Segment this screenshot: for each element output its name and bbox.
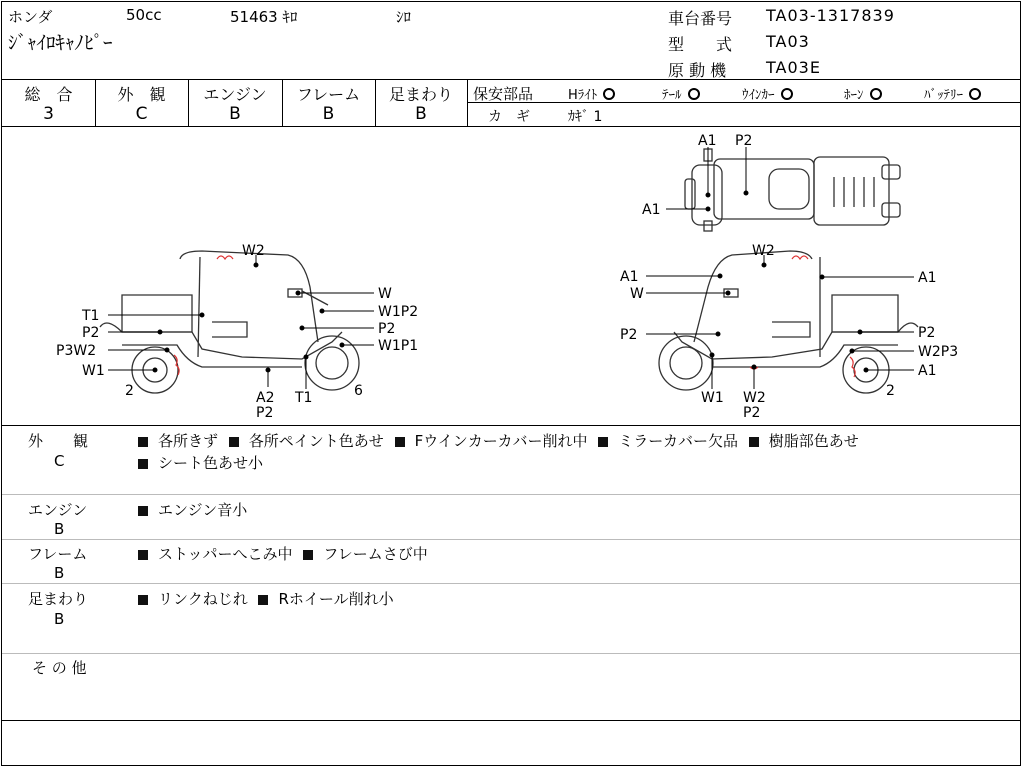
svg-text:W2: W2 bbox=[743, 390, 766, 406]
svg-text:P2: P2 bbox=[378, 321, 396, 337]
svg-text:T1: T1 bbox=[295, 390, 313, 406]
grade-overall-value: 3 bbox=[43, 104, 54, 124]
remark-frame-grade: B bbox=[54, 564, 65, 582]
svg-text:W2: W2 bbox=[752, 243, 775, 259]
grade-suspension-label: 足まわり bbox=[388, 85, 453, 104]
safety-headlight: Hﾗｲﾄ bbox=[568, 84, 615, 103]
label-top-a1: A1 bbox=[698, 133, 717, 149]
key-value: ｶｷﾞ 1 bbox=[568, 109, 603, 125]
ok-circle-icon bbox=[603, 88, 615, 100]
svg-text:A1: A1 bbox=[620, 269, 639, 285]
type-value: TA03 bbox=[766, 32, 810, 51]
inspection-sheet bbox=[1, 1, 1021, 766]
grade-overall-label: 総 合 bbox=[24, 85, 73, 104]
remark-engine-label: エンジン bbox=[28, 501, 88, 519]
svg-text:W1: W1 bbox=[701, 390, 724, 406]
svg-text:6: 6 bbox=[354, 383, 363, 399]
divider bbox=[2, 79, 1020, 80]
remark-suspension-grade: B bbox=[54, 610, 65, 628]
svg-text:P2: P2 bbox=[918, 325, 936, 341]
remark-exterior-label: 外 観 bbox=[28, 432, 89, 450]
grade-frame-label: フレーム bbox=[296, 85, 361, 104]
grade-engine-value: B bbox=[229, 104, 241, 124]
svg-text:P3W2: P3W2 bbox=[56, 343, 97, 359]
safety-parts-label: 保安部品 bbox=[473, 85, 534, 103]
ok-circle-icon bbox=[969, 88, 981, 100]
top-view-vehicle bbox=[685, 149, 900, 231]
safety-battery: ﾊﾞｯﾃﾘｰ bbox=[924, 84, 981, 103]
label-top-a1b: A1 bbox=[642, 202, 661, 218]
frame-number-value: TA03-1317839 bbox=[766, 6, 895, 25]
svg-text:A1: A1 bbox=[918, 270, 937, 286]
svg-text:W1P2: W1P2 bbox=[378, 304, 419, 320]
svg-text:W1P1: W1P1 bbox=[378, 338, 419, 354]
engine-value: TA03E bbox=[766, 58, 821, 77]
grade-exterior-label: 外 観 bbox=[117, 85, 166, 104]
remark-other-label: そ の 他 bbox=[32, 659, 87, 677]
svg-text:A2: A2 bbox=[256, 390, 275, 406]
frame-number-label: 車台番号 bbox=[668, 9, 733, 28]
grade-engine-label: エンジン bbox=[203, 85, 267, 104]
remark-frame-line1: ストッパーへこみ中 フレームさび中 bbox=[138, 543, 428, 564]
grade-suspension-value: B bbox=[415, 104, 427, 124]
svg-text:W1: W1 bbox=[82, 363, 105, 379]
engine-label: 原 動 機 bbox=[668, 61, 727, 80]
ok-circle-icon bbox=[870, 88, 882, 100]
svg-text:W2: W2 bbox=[242, 243, 265, 259]
safety-taillight: ﾃｰﾙ bbox=[662, 84, 700, 103]
ok-circle-icon bbox=[688, 88, 700, 100]
remark-engine-line1: エンジン音小 bbox=[138, 499, 247, 520]
remark-suspension-line1: リンクねじれ Rホイール削れ小 bbox=[138, 588, 394, 609]
label-top-p2: P2 bbox=[735, 133, 753, 149]
maker: ホンダ bbox=[8, 8, 53, 26]
ok-circle-icon bbox=[781, 88, 793, 100]
svg-text:P2: P2 bbox=[256, 405, 274, 421]
key-label: カ ギ bbox=[488, 109, 530, 125]
vehicle-damage-diagram bbox=[2, 127, 1020, 425]
svg-text:P2: P2 bbox=[743, 405, 761, 421]
safety-winker: ｳｲﾝｶｰ bbox=[742, 84, 793, 103]
svg-text:W2P3: W2P3 bbox=[918, 344, 959, 360]
remark-exterior-line1: 各所きず 各所ペイント色あせ Fウインカーカバー削れ中 ミラーカバー欠品 樹脂部色あせ bbox=[138, 430, 859, 451]
type-label: 型 式 bbox=[668, 35, 733, 54]
svg-text:2: 2 bbox=[886, 383, 895, 399]
grade-exterior-value: C bbox=[135, 104, 148, 124]
remark-frame-label: フレーム bbox=[28, 545, 88, 563]
grade-frame-value: B bbox=[322, 104, 335, 124]
svg-text:W: W bbox=[630, 286, 644, 302]
model-name: ｼﾞｬｲﾛｷｬﾉﾋﾟｰ bbox=[8, 32, 113, 54]
mileage: 51463 ｷﾛ bbox=[230, 8, 298, 26]
remark-engine-grade: B bbox=[54, 520, 65, 538]
left-side-vehicle bbox=[100, 251, 359, 393]
svg-text:P2: P2 bbox=[82, 325, 100, 341]
remark-exterior-grade: C bbox=[54, 452, 65, 470]
right-side-vehicle bbox=[659, 251, 918, 393]
displacement: 50cc bbox=[126, 6, 162, 24]
svg-text:W: W bbox=[378, 286, 392, 302]
remark-suspension-label: 足まわり bbox=[28, 590, 89, 608]
svg-text:A1: A1 bbox=[918, 363, 937, 379]
remark-exterior-line2: シート色あせ小 bbox=[138, 452, 263, 473]
svg-text:2: 2 bbox=[125, 383, 134, 399]
safety-horn: ﾎｰﾝ bbox=[844, 84, 882, 103]
svg-text:T1: T1 bbox=[82, 308, 100, 324]
svg-text:P2: P2 bbox=[620, 327, 638, 343]
body-color: ｼﾛ bbox=[396, 8, 412, 26]
